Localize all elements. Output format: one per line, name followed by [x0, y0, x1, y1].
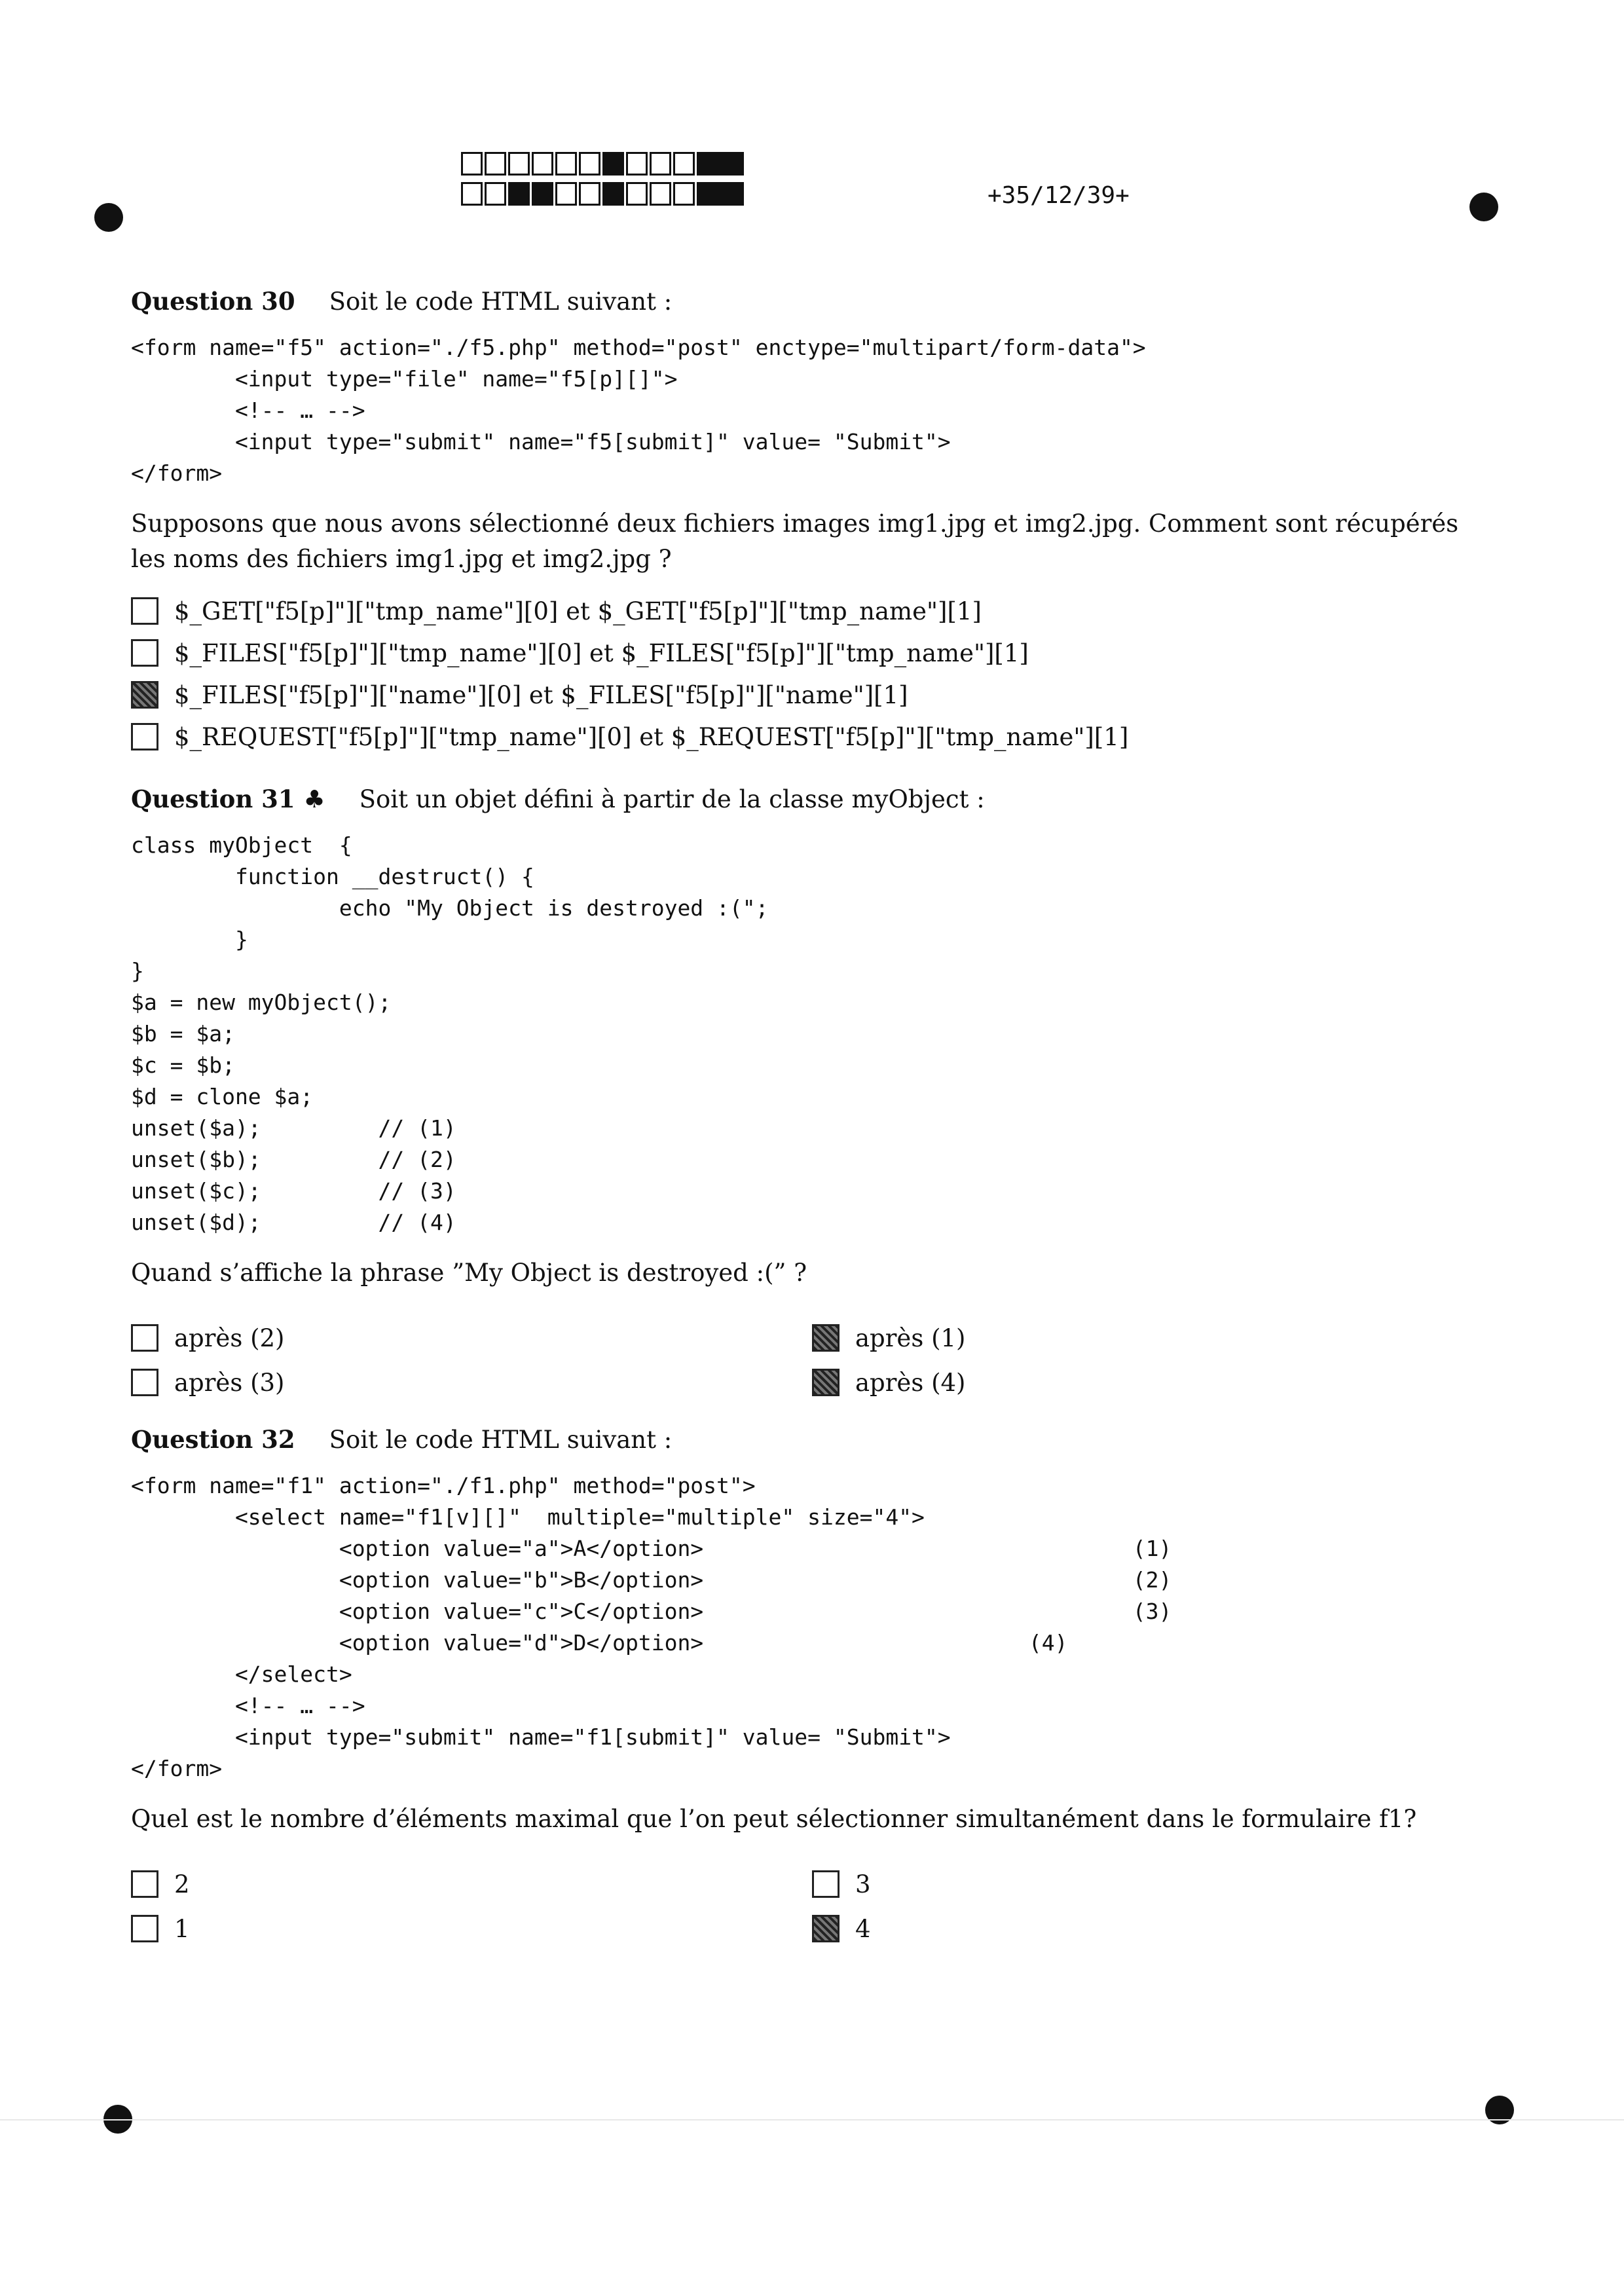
barcode-row-2 — [461, 182, 746, 206]
answer-label: 4 — [855, 1914, 871, 1943]
code-block: class myObject { function __destruct() { echo "My Object is destroyed :("; } } $a = new myObject(); $b = $a; $c = $b; $d = clone $a; unset($a); // (1) unset($b); // (2) unset($c); // (3) unset($d); // (4) — [131, 832, 769, 1235]
barcode-cell — [555, 152, 577, 176]
barcode-cell — [508, 182, 530, 206]
barcode-cell — [532, 152, 553, 176]
checkbox[interactable] — [812, 1870, 840, 1898]
barcode-row-1 — [461, 152, 746, 176]
answer-options — [131, 1863, 1500, 1950]
checkbox[interactable] — [131, 1915, 158, 1942]
question-header — [131, 284, 1500, 319]
answer-option[interactable] — [812, 1908, 1270, 1950]
answer-option[interactable] — [131, 716, 1500, 758]
question-intro: Soit un objet défini à partir de la classe myObject : — [359, 785, 985, 813]
checked-checkbox[interactable] — [812, 1324, 840, 1352]
checkbox[interactable] — [131, 1324, 158, 1352]
answer-option[interactable] — [131, 1361, 812, 1403]
barcode-cell — [650, 182, 671, 206]
answer-option[interactable] — [131, 674, 1500, 716]
answer-options — [131, 590, 1500, 758]
answer-option[interactable] — [131, 1863, 812, 1905]
question-header — [131, 782, 1500, 817]
question-number: Question 31 ♣ — [131, 785, 325, 813]
barcode-cell — [673, 152, 695, 176]
answer-option[interactable] — [812, 1361, 1270, 1403]
barcode-cell — [650, 152, 671, 176]
checkbox[interactable] — [131, 723, 158, 750]
barcode-cell — [697, 152, 744, 176]
answer-label: $_GET["f5[p]"]["tmp_name"][0] et $_GET["f5[p]"]["tmp_name"][1] — [174, 597, 982, 625]
scan-line — [0, 2119, 1624, 2120]
barcode-cell — [673, 182, 695, 206]
checkbox[interactable] — [131, 1870, 158, 1898]
answer-option[interactable] — [131, 1317, 812, 1359]
barcode-cell — [555, 182, 577, 206]
barcode-cell — [508, 152, 530, 176]
club-icon: ♣ — [303, 785, 325, 813]
checkbox[interactable] — [131, 597, 158, 625]
answer-option[interactable] — [812, 1317, 1270, 1359]
checked-checkbox[interactable] — [131, 681, 158, 709]
barcode-cell — [602, 152, 624, 176]
answer-option[interactable] — [812, 1863, 1270, 1905]
barcode-cell — [697, 182, 744, 206]
registration-mark-top-right — [1469, 193, 1498, 221]
answer-label: $_FILES["f5[p]"]["tmp_name"][0] et $_FILES["f5[p]"]["tmp_name"][1] — [174, 639, 1029, 667]
barcode-cell — [579, 182, 600, 206]
answer-label: après (2) — [174, 1324, 285, 1352]
code-block: <form name="f5" action="./f5.php" method="post" enctype="multipart/form-data"> <input type="file" name="f5[p][]"> <!-- … --> <input type="submit" name="f5[submit]" value= "Submit"> </form> — [131, 335, 1146, 486]
registration-mark-top-left — [94, 203, 123, 232]
answer-label: après (3) — [174, 1368, 285, 1397]
barcode-cell — [461, 152, 483, 176]
question-intro: Soit le code HTML suivant : — [329, 287, 673, 316]
barcode-cell — [626, 182, 648, 206]
answer-options — [131, 1317, 1500, 1403]
answer-label: après (4) — [855, 1368, 966, 1397]
checkbox[interactable] — [131, 1369, 158, 1396]
barcode-cell — [626, 152, 648, 176]
barcode-cell — [485, 152, 506, 176]
question-31 — [131, 782, 1500, 1403]
question-30 — [131, 284, 1500, 758]
question-number: Question 30 — [131, 287, 295, 316]
barcode-cell — [579, 152, 600, 176]
checked-checkbox[interactable] — [812, 1915, 840, 1942]
question-32 — [131, 1422, 1500, 1950]
checkbox[interactable] — [131, 639, 158, 667]
answer-option[interactable] — [131, 590, 1500, 632]
question-header — [131, 1422, 1500, 1457]
barcode-cell — [485, 182, 506, 206]
answer-label: 3 — [855, 1870, 871, 1898]
code-block: <form name="f1" action="./f1.php" method="post"> <select name="f1[v][]" multiple="multiple" size="4"> <option value="a">A</option> (1) <option value="b">B</option> (2) <option value="c">C</option> (3) <option value="d">D</option> (4) </select> <!-- … --> <input type="submit" name="f1[submit]" value= "Submit"> </form> — [131, 1473, 1172, 1781]
answer-label: 1 — [174, 1914, 190, 1943]
answer-label: 2 — [174, 1870, 190, 1898]
page-code: +35/12/39+ — [987, 182, 1130, 209]
question-prompt: Quand s’affiche la phrase ”My Object is destroyed :(” ? — [131, 1259, 807, 1287]
answer-label: $_REQUEST["f5[p]"]["tmp_name"][0] et $_REQUEST["f5[p]"]["tmp_name"][1] — [174, 722, 1129, 751]
question-prompt: Quel est le nombre d’éléments maximal que l’on peut sélectionner simultanément dans le formulaire f1? — [131, 1805, 1417, 1833]
question-prompt: Supposons que nous avons sélectionné deux fichiers images img1.jpg et img2.jpg. Comment sont récupérés les noms des fichiers img1.jpg et img2.jpg ? — [131, 509, 1459, 573]
answer-label: après (1) — [855, 1324, 966, 1352]
answer-option[interactable] — [131, 632, 1500, 674]
barcode-cell — [532, 182, 553, 206]
answer-option[interactable] — [131, 1908, 812, 1950]
barcode-cell — [461, 182, 483, 206]
barcode-cell — [602, 182, 624, 206]
question-number: Question 32 — [131, 1425, 295, 1454]
question-intro: Soit le code HTML suivant : — [329, 1426, 673, 1454]
checked-checkbox[interactable] — [812, 1369, 840, 1396]
answer-label: $_FILES["f5[p]"]["name"][0] et $_FILES["f5[p]"]["name"][1] — [174, 680, 908, 709]
